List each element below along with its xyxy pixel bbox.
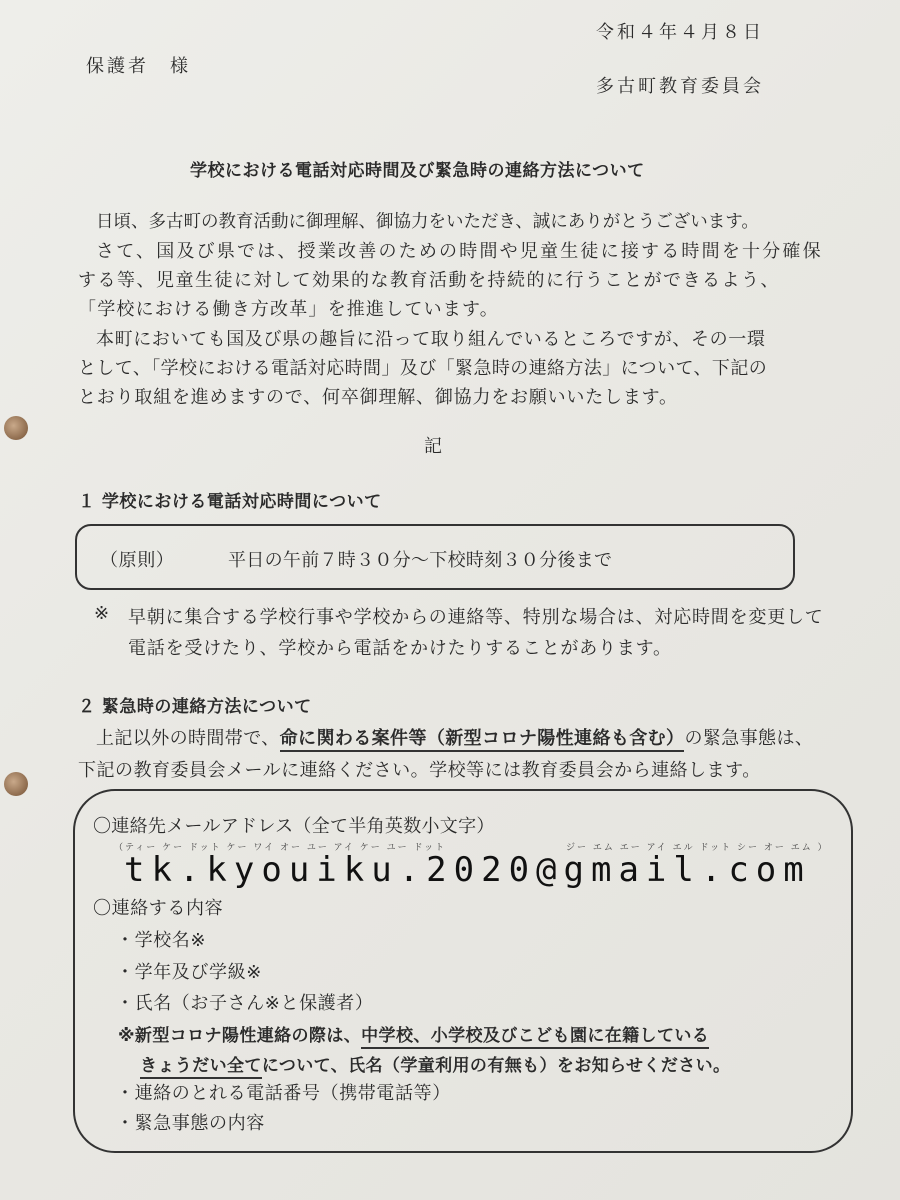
punch-hole-bottom (4, 772, 28, 796)
covid-note-c: きょうだい全て (140, 1056, 262, 1079)
sender: 多古町教育委員会 (596, 76, 764, 97)
intro-line-7: とおり取組を進めますので、何卒御理解、御協力をお願いいたします。 (78, 387, 678, 408)
line1-emphasis: 命に関わる案件等（新型コロナ陽性連絡も含む） (280, 728, 685, 752)
email-reading-a: （ティー ケー ドット ケー ワイ オー ユー アイ ケー ユー ドット (114, 843, 447, 853)
addressee: 保護者 様 (86, 56, 191, 77)
note-mark: ※ (94, 603, 110, 624)
item-emergency-details: ・緊急事態の内容 (116, 1113, 265, 1134)
section2-line-2: 下記の教育委員会メールに連絡ください。学校等には教育委員会から連絡します。 (78, 760, 761, 781)
section2-line-1 (96, 724, 813, 750)
covid-note-line-1 (118, 1021, 709, 1046)
line1-part-a: 上記以外の時間帯で、 (96, 728, 280, 749)
ki-mark: 記 (424, 436, 443, 457)
item-name: ・氏名（お子さん※と保護者） (116, 993, 374, 1014)
section2-heading: ２ 緊急時の連絡方法について (78, 697, 312, 717)
section1-heading: １ 学校における電話対応時間について (78, 492, 382, 512)
covid-note-a: ※新型コロナ陽性連絡の際は、 (118, 1026, 362, 1046)
document-title: 学校における電話対応時間及び緊急時の連絡方法について (190, 161, 645, 181)
item-phone: ・連絡のとれる電話番号（携帯電話等） (116, 1083, 451, 1104)
covid-note-line-2 (140, 1051, 730, 1076)
intro-line-5: 本町においても国及び県の趣旨に沿って取り組んでいるところですが、その一環 (96, 329, 766, 350)
email-label: 〇連絡先メールアドレス（全て半角英数小文字） (93, 816, 495, 837)
note-line-1: 早朝に集合する学校行事や学校からの連絡等、特別な場合は、対応時間を変更して (128, 607, 824, 628)
issue-date: 令和４年４月８日 (596, 22, 764, 43)
note-line-2: 電話を受けたり、学校から電話をかけたりすることがあります。 (128, 638, 672, 659)
item-school-name: ・学校名※ (116, 930, 207, 951)
covid-note-d: について、氏名（学童利用の有無も）をお知らせください。 (261, 1056, 731, 1076)
line1-part-c: の緊急事態は、 (684, 728, 814, 749)
intro-line-4: 「学校における働き方改革」を推進しています。 (78, 299, 499, 320)
email-reading-b: ジー エム エー アイ エル ドット シー オー エム ） (566, 843, 829, 853)
covid-note-b: 中学校、小学校及びこども園に在籍している (361, 1026, 709, 1049)
punch-hole-top (4, 416, 28, 440)
item-grade-class: ・学年及び学級※ (116, 962, 262, 983)
rule-text: 平日の午前７時３０分～下校時刻３０分後まで (228, 550, 613, 571)
rule-label: （原則） (100, 550, 175, 571)
intro-line-2: さて、国及び県では、授業改善のための時間や児童生徒に接する時間を十分確保 (96, 241, 823, 262)
intro-line-1: 日頃、多古町の教育活動に御理解、御協力をいただき、誠にありがとうございます。 (96, 212, 759, 232)
contents-label: 〇連絡する内容 (93, 898, 224, 919)
intro-line-6: として、「学校における電話対応時間」及び「緊急時の連絡方法」について、下記の (78, 358, 768, 379)
intro-line-3: する等、児童生徒に対して効果的な教育活動を持続的に行うことができるよう、 (78, 270, 780, 291)
contact-email-address[interactable]: tk.kyouiku.2020@gmail.com (124, 850, 811, 890)
